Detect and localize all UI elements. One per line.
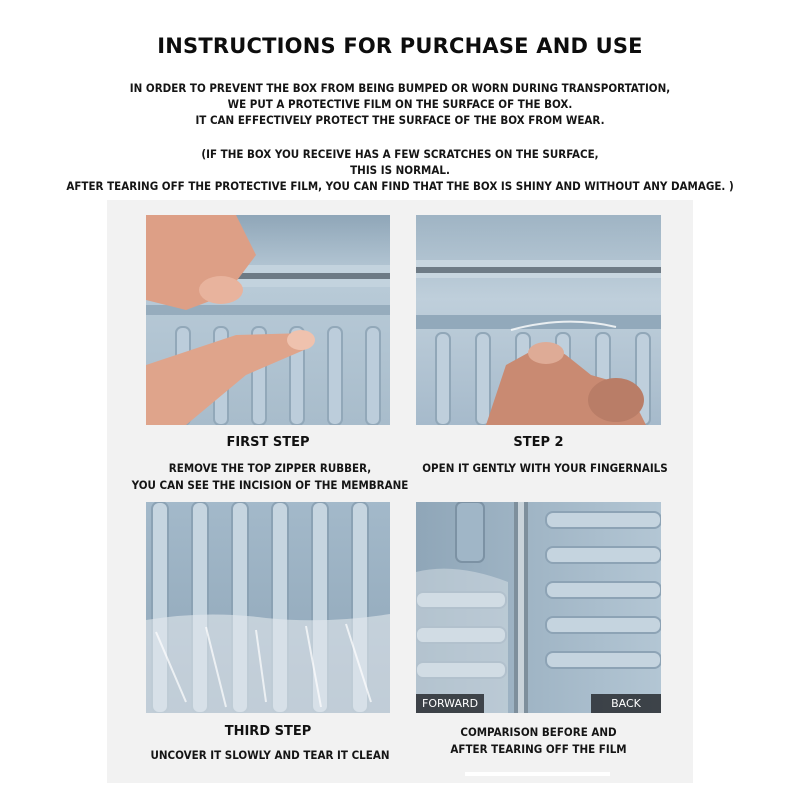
step1-title: FIRST STEP xyxy=(226,435,310,450)
step2-desc-line: OPEN IT GENTLY WITH YOUR FINGERNAILS xyxy=(422,461,668,475)
intro-line: WE PUT A PROTECTIVE FILM ON THE SURFACE OF THE BOX. xyxy=(227,97,573,111)
step1-photo xyxy=(146,215,390,425)
step4-description xyxy=(416,724,661,758)
intro-line: IN ORDER TO PREVENT THE BOX FROM BEING BUMPED OR WORN DURING TRANSPORTATION, xyxy=(129,81,671,95)
page-title: INSTRUCTIONS FOR PURCHASE AND USE xyxy=(157,34,643,58)
step1-description xyxy=(110,460,430,494)
note-line: THIS IS NORMAL. xyxy=(350,163,450,177)
note-line: AFTER TEARING OFF THE PROTECTIVE FILM, YOU CAN FIND THAT THE BOX IS SHINY AND WITHOUT ANY DAMAGE. ) xyxy=(66,179,734,193)
intro-text xyxy=(0,80,800,128)
forward-label: FORWARD xyxy=(416,694,484,713)
step1-illustration xyxy=(146,215,390,425)
step3-desc-line: UNCOVER IT SLOWLY AND TEAR IT CLEAN xyxy=(150,748,390,762)
step2-illustration xyxy=(416,215,661,425)
intro-line: IT CAN EFFECTIVELY PROTECT THE SURFACE OF THE BOX FROM WEAR. xyxy=(195,113,605,127)
step3-description xyxy=(125,747,415,764)
step1-desc-line: YOU CAN SEE THE INCISION OF THE MEMBRANE xyxy=(131,478,409,492)
step4-illustration xyxy=(416,502,661,713)
step1-desc-line: REMOVE THE TOP ZIPPER RUBBER, xyxy=(168,461,372,475)
step4-desc-line: COMPARISON BEFORE AND xyxy=(460,725,617,739)
step4-desc-line: AFTER TEARING OFF THE FILM xyxy=(450,742,627,756)
step3-illustration xyxy=(146,502,390,713)
step2-photo xyxy=(416,215,661,425)
step2-description xyxy=(400,460,690,477)
back-label: BACK xyxy=(591,694,661,713)
step3-photo xyxy=(146,502,390,713)
note-line: (IF THE BOX YOU RECEIVE HAS A FEW SCRATCHES ON THE SURFACE, xyxy=(201,147,599,161)
step3-title: THIRD STEP xyxy=(224,724,312,739)
step2-title: STEP 2 xyxy=(513,435,564,450)
scroll-indicator xyxy=(465,772,610,776)
step4-photo xyxy=(416,502,661,713)
note-text xyxy=(0,146,800,194)
